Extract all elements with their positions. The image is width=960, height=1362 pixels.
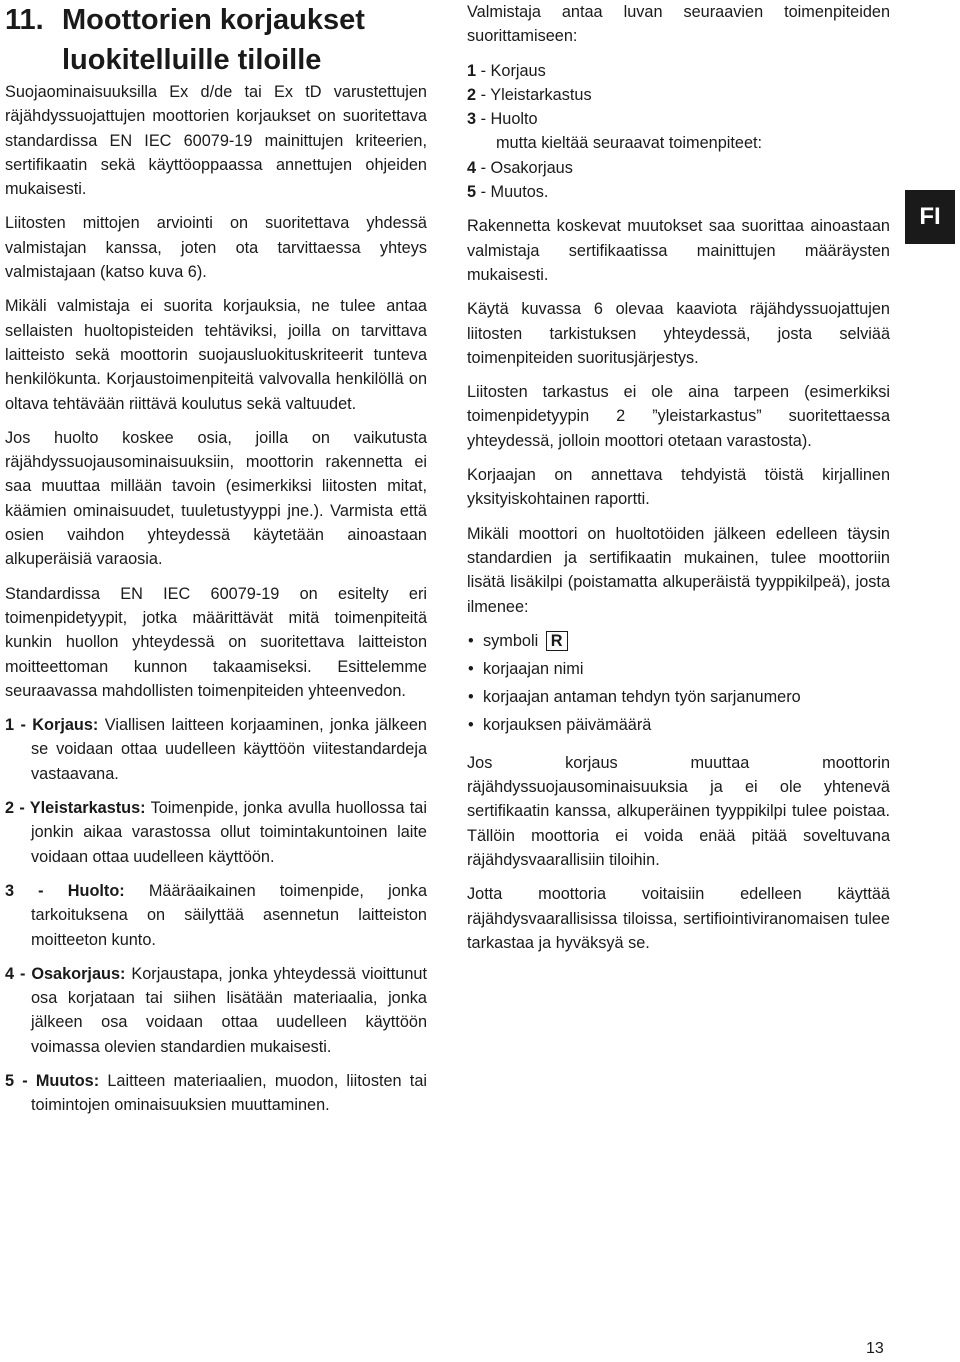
paragraph: Valmistaja antaa luvan seuraavien toimenpiteiden suorittamiseen: [467,3,890,46]
repair-symbol-box: R [546,631,568,651]
allowed-item: 1 - Korjaus [467,61,546,80]
allowed-item: 3 - Huolto [467,110,538,129]
paragraph: Jos korjaus muuttaa moottorin räjähdyssuojausominaisuuksia ja ei ole yhtenevä sertifikaatin kanssa, alkuperäinen tyyppikilpi tulee poistaa. Tällöin moottoria ei voida enää pitää soveltuvana räjähdysvaarallisiin tiloihin. [467,753,890,870]
paragraph: Mikäli valmistaja ei suorita korjauksia, ne tulee antaa sellaisten huoltopisteiden tehtäviksi, joilla on tarvittava laitteisto sekä moottorin suojausluokituskriteerit tunteva henkilökunta. Korjaustoimenpiteitä valvovalla henkilöllä on oltava tehtävään riittävä koulutus sekä valtuudet. [5,297,427,413]
paragraph: Liitosten tarkastus ei ole aina tarpeen (esimerkiksi toimenpidetyypin 2 ”yleistarkastus” suoritettaessa yhteydessä, jolloin moottori otetaan varastosta). [467,383,890,450]
item-label: Yleistarkastus [490,85,592,104]
definition-osakorjaus [5,962,427,1059]
list-item [467,629,890,653]
language-tab: FI [905,190,955,244]
paragraph: Käytä kuvassa 6 olevaa kaaviota räjähdyssuojattujen liitosten tarkistuksen yhteydessä, josta selviää toimenpiteiden suoritusjärjestys. [467,300,890,367]
item-number: 2 [467,85,477,104]
allowed-item: 2 - Yleistarkastus [467,85,592,104]
definition-text: Korjaustapa, jonka yhteydessä vioittunut osa korjataan tai siihen lisätään materiaalia, jonka jälkeen osa voidaan ottaa uudelleen käyttöön voimassa olevien standardien mukaisesti. [31,964,428,1056]
definition-text: Laitteen materiaalien, muodon, liitosten tai toimintojen ominaisuuksien muuttaminen. [31,1071,427,1115]
paragraph: Jos huolto koskee osia, joilla on vaikutusta räjähdyssuojausominaisuuksiin, moottorin rakennetta ei saa muuttaa millään tavoin (esimerkiksi liitosten mitat, käämien ominaisuudet, tuuletustyyppi jne.). Varmista että osien vaihdon yhteydessä käytetään ainoastaan alkuperäisiä varaosia. [5,428,427,569]
paragraph: Liitosten mittojen arviointi on suoritettava yhdessä valmistajan kanssa, joten ota tarvittaessa yhteys valmistajaan (katso kuva 6). [5,214,427,282]
section-number: 11. [5,4,44,36]
item-number: 5 [467,183,477,202]
page-number: 13 [866,1340,884,1357]
forbidden-item: 5 - Muutos. [467,183,549,202]
paragraph: Mikäli moottori on huoltotöiden jälkeen edelleen täysin standardien ja sertifikaatin mukainen, tulee moottoriin lisätä lisäkilpi (poistamatta alkuperäistä tyyppikilpeä), josta ilmenee: [467,524,890,616]
item-number: 3 [467,110,477,129]
list-item: • korjaajan antaman tehdyn työn sarjanumero [467,685,890,709]
item-label: Korjaus [490,61,546,80]
definition-text: Toimenpide, jonka avulla huollossa tai jonkin aikaa varastossa ollut toimintakuntoinen laite voidaan ottaa uudelleen käyttöön. [31,799,427,866]
paragraph: Standardissa EN IEC 60079-19 on esitelty eri toimenpidetyypit, jotka määrittävät mitä toimenpiteitä kunkin huollon yhteydessä on suoritettava laitteiston moitteettoman kunnon takaamiseksi. Esittelemme seuraavassa mahdollisten toimenpiteiden yhteenvedon. [5,584,427,700]
list-item: • korjauksen päivämäärä [467,713,890,737]
section-title-line-1: Moottorien korjaukset [62,4,365,36]
section-title [5,0,445,80]
definition-term: 4 - Osakorjaus: [5,964,126,983]
definition-korjaus [5,713,427,786]
item-label: Huolto [490,110,538,129]
paragraph: Korjaajan on annettava tehdyistä töistä kirjallinen yksityiskohtainen raportti. [467,466,890,509]
list-item: • korjaajan nimi [467,657,890,681]
item-label: Osakorjaus [490,158,573,177]
paragraph: Suojaominaisuuksilla Ex d/de tai Ex tD varustettujen räjähdyssuojattujen moottorien korjaukset on suoritettava standardissa EN IEC 60079-19 mainittujen kriteerien, sertifikaatin sekä käyttöoppaassa annettujen ohjeiden mukaisesti. [5,83,427,199]
section-title-line-2: luokitelluille tiloille [62,44,322,76]
forbidden-item: 4 - Osakorjaus [467,158,573,177]
item-number: 1 [467,61,477,80]
definition-yleistarkastus [5,796,427,869]
right-column [467,0,890,965]
definition-term: 5 - Muutos: [5,1071,100,1090]
definition-text: Määräaikainen toimenpide, jonka tarkoituksena on säilyttää asennetun laitteiston moitteeton kunto. [31,881,427,949]
forbidden-intro: mutta kieltää seuraavat toimenpiteet: [496,134,763,153]
definition-term: 2 - Yleistarkastus: [5,799,146,818]
operations-list [467,59,890,205]
left-column [5,80,427,1128]
item-label: symboli [483,631,539,650]
definition-huolto [5,879,427,952]
paragraph: Rakennetta koskevat muutokset saa suorittaa ainoastaan valmistaja sertifikaatissa mainittujen määräysten mukaisesti. [467,217,890,284]
definition-text: Viallisen laitteen korjaaminen, jonka jälkeen se voidaan ottaa uudelleen käyttöön viitestandardeja vastaavana. [31,716,427,783]
definition-term: 1 - Korjaus: [5,716,99,735]
definition-term: 3 - Huolto: [5,881,125,900]
paragraph: Jotta moottoria voitaisiin edelleen käyttää räjähdysvaarallisissa tiloissa, sertifiointiviranomaisen tulee tarkastaa ja hyväksyä se. [467,885,890,952]
definition-muutos [5,1069,427,1118]
item-label: Muutos. [490,183,549,202]
plate-info-list [467,629,890,737]
item-number: 4 [467,158,477,177]
